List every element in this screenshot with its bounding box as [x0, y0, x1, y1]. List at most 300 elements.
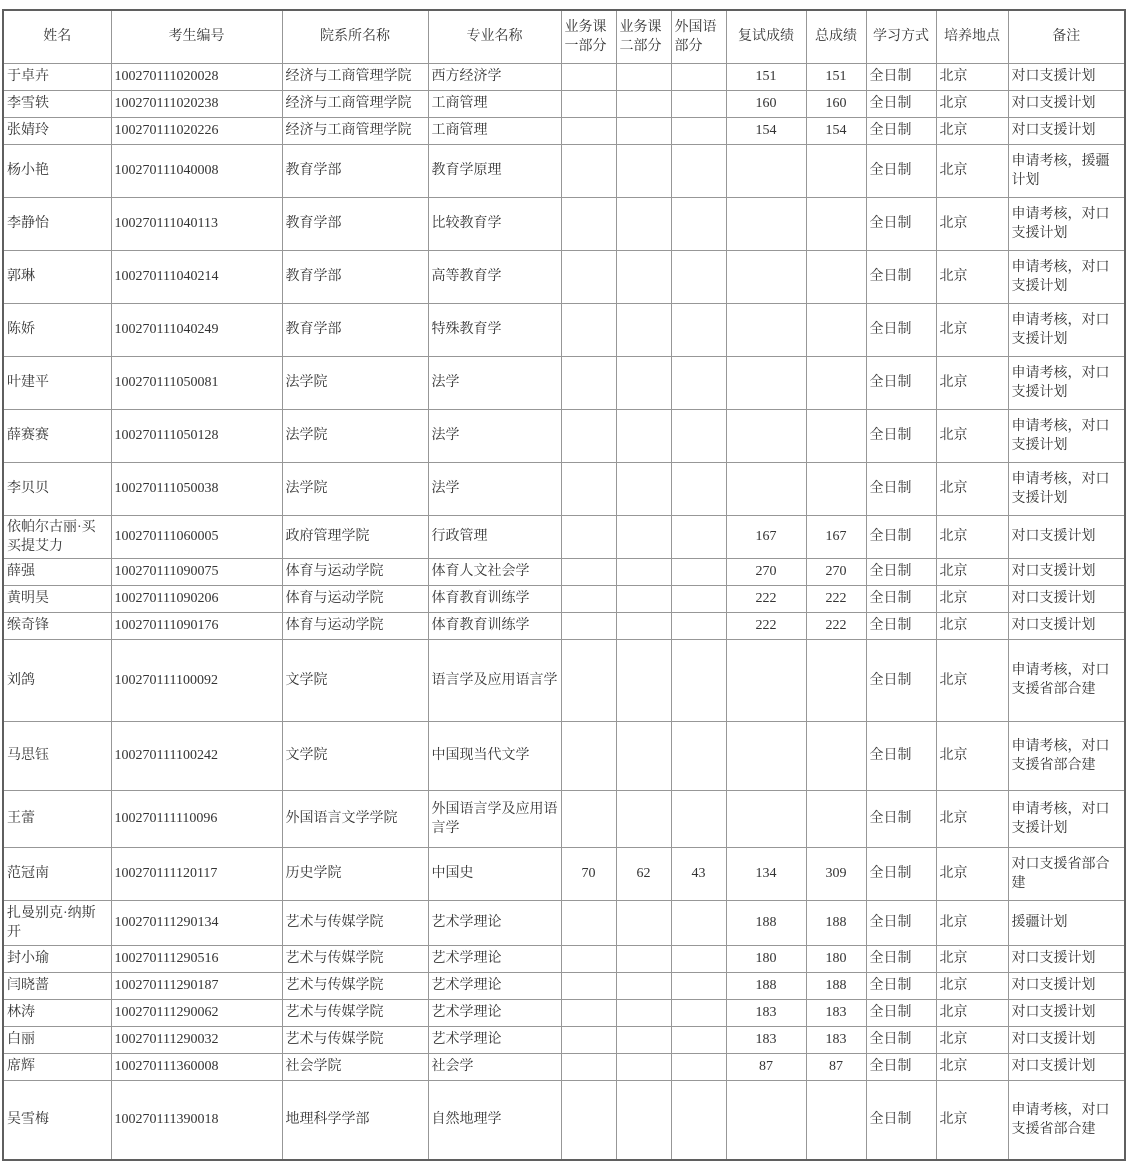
cell-candidate_no: 100270111040249 [111, 303, 282, 356]
cell-department: 社会学院 [282, 1053, 428, 1080]
cell-total_score [806, 303, 866, 356]
cell-course2_score [616, 409, 671, 462]
cell-name: 陈娇 [3, 303, 111, 356]
cell-candidate_no: 100270111020226 [111, 117, 282, 144]
cell-retest_score [726, 639, 806, 721]
cell-course1_score [561, 1026, 616, 1053]
cell-retest_score [726, 462, 806, 515]
cell-major: 教育学原理 [428, 144, 561, 197]
cell-major: 中国现当代文学 [428, 721, 561, 790]
table-row [3, 900, 1125, 945]
cell-course2_score [616, 558, 671, 585]
cell-foreign_score [671, 63, 726, 90]
cell-study_mode: 全日制 [866, 847, 936, 900]
cell-retest_score: 151 [726, 63, 806, 90]
cell-location: 北京 [936, 515, 1008, 558]
table-row [3, 356, 1125, 409]
cell-department: 经济与工商管理学院 [282, 117, 428, 144]
cell-study_mode: 全日制 [866, 999, 936, 1026]
cell-department: 文学院 [282, 721, 428, 790]
cell-foreign_score [671, 972, 726, 999]
table-header [3, 10, 1125, 63]
cell-major: 中国史 [428, 847, 561, 900]
cell-location: 北京 [936, 250, 1008, 303]
cell-course2_score [616, 972, 671, 999]
cell-department: 政府管理学院 [282, 515, 428, 558]
cell-candidate_no: 100270111290187 [111, 972, 282, 999]
column-header-major: 专业名称 [428, 10, 561, 63]
cell-course1_score: 70 [561, 847, 616, 900]
cell-major: 艺术学理论 [428, 972, 561, 999]
column-header-location: 培养地点 [936, 10, 1008, 63]
table-row [3, 847, 1125, 900]
cell-retest_score [726, 721, 806, 790]
cell-course1_score [561, 900, 616, 945]
cell-course2_score [616, 462, 671, 515]
cell-total_score [806, 144, 866, 197]
cell-major: 艺术学理论 [428, 900, 561, 945]
cell-foreign_score [671, 144, 726, 197]
cell-name: 扎曼别克·纳斯开 [3, 900, 111, 945]
cell-retest_score [726, 144, 806, 197]
cell-total_score: 160 [806, 90, 866, 117]
cell-retest_score: 180 [726, 945, 806, 972]
cell-foreign_score [671, 356, 726, 409]
cell-study_mode: 全日制 [866, 558, 936, 585]
cell-total_score: 154 [806, 117, 866, 144]
cell-remark: 申请考核，对口支援计划 [1008, 356, 1125, 409]
cell-department: 艺术与传媒学院 [282, 999, 428, 1026]
cell-total_score: 151 [806, 63, 866, 90]
cell-retest_score [726, 409, 806, 462]
cell-candidate_no: 100270111020238 [111, 90, 282, 117]
cell-total_score: 183 [806, 1026, 866, 1053]
cell-foreign_score [671, 515, 726, 558]
cell-course1_score [561, 945, 616, 972]
column-header-name: 姓名 [3, 10, 111, 63]
cell-course1_score [561, 612, 616, 639]
cell-major: 艺术学理论 [428, 945, 561, 972]
table-row [3, 972, 1125, 999]
cell-study_mode: 全日制 [866, 303, 936, 356]
cell-location: 北京 [936, 462, 1008, 515]
cell-retest_score: 222 [726, 585, 806, 612]
cell-location: 北京 [936, 144, 1008, 197]
cell-study_mode: 全日制 [866, 972, 936, 999]
cell-total_score [806, 356, 866, 409]
cell-total_score [806, 790, 866, 847]
cell-remark: 对口支援计划 [1008, 63, 1125, 90]
cell-course2_score [616, 144, 671, 197]
cell-candidate_no: 100270111050128 [111, 409, 282, 462]
cell-remark: 对口支援计划 [1008, 515, 1125, 558]
cell-foreign_score [671, 558, 726, 585]
cell-course1_score [561, 972, 616, 999]
table-row [3, 250, 1125, 303]
cell-course1_score [561, 63, 616, 90]
cell-course2_score [616, 90, 671, 117]
column-header-candidate_no: 考生编号 [111, 10, 282, 63]
cell-course2_score [616, 1053, 671, 1080]
cell-study_mode: 全日制 [866, 197, 936, 250]
column-header-department: 院系所名称 [282, 10, 428, 63]
cell-foreign_score [671, 945, 726, 972]
cell-major: 比较教育学 [428, 197, 561, 250]
cell-remark: 对口支援计划 [1008, 117, 1125, 144]
cell-department: 教育学部 [282, 144, 428, 197]
cell-retest_score [726, 250, 806, 303]
cell-name: 杨小艳 [3, 144, 111, 197]
cell-foreign_score [671, 721, 726, 790]
cell-foreign_score [671, 999, 726, 1026]
cell-department: 体育与运动学院 [282, 585, 428, 612]
cell-name: 林涛 [3, 999, 111, 1026]
cell-remark: 对口支援省部合建 [1008, 847, 1125, 900]
cell-foreign_score [671, 250, 726, 303]
cell-course2_score [616, 900, 671, 945]
cell-study_mode: 全日制 [866, 63, 936, 90]
cell-course2_score [616, 612, 671, 639]
cell-major: 工商管理 [428, 117, 561, 144]
cell-candidate_no: 100270111290032 [111, 1026, 282, 1053]
cell-course1_score [561, 462, 616, 515]
cell-remark: 对口支援计划 [1008, 558, 1125, 585]
cell-course1_score [561, 558, 616, 585]
cell-course1_score [561, 999, 616, 1026]
cell-total_score [806, 639, 866, 721]
cell-major: 语言学及应用语言学 [428, 639, 561, 721]
cell-course1_score [561, 721, 616, 790]
cell-major: 西方经济学 [428, 63, 561, 90]
cell-total_score: 188 [806, 900, 866, 945]
column-header-retest_score: 复试成绩 [726, 10, 806, 63]
cell-candidate_no: 100270111390018 [111, 1080, 282, 1160]
cell-course2_score [616, 250, 671, 303]
cell-department: 艺术与传媒学院 [282, 972, 428, 999]
cell-location: 北京 [936, 585, 1008, 612]
cell-location: 北京 [936, 63, 1008, 90]
cell-candidate_no: 100270111090176 [111, 612, 282, 639]
cell-candidate_no: 100270111290134 [111, 900, 282, 945]
cell-department: 艺术与传媒学院 [282, 945, 428, 972]
cell-remark: 申请考核，对口支援计划 [1008, 250, 1125, 303]
cell-major: 自然地理学 [428, 1080, 561, 1160]
cell-department: 地理科学学部 [282, 1080, 428, 1160]
cell-name: 黄明昊 [3, 585, 111, 612]
cell-remark: 申请考核，对口支援计划 [1008, 409, 1125, 462]
cell-location: 北京 [936, 303, 1008, 356]
cell-name: 白丽 [3, 1026, 111, 1053]
cell-location: 北京 [936, 356, 1008, 409]
cell-course1_score [561, 1080, 616, 1160]
cell-name: 于卓卉 [3, 63, 111, 90]
cell-location: 北京 [936, 558, 1008, 585]
cell-study_mode: 全日制 [866, 462, 936, 515]
cell-total_score [806, 409, 866, 462]
table-row [3, 585, 1125, 612]
column-header-study_mode: 学习方式 [866, 10, 936, 63]
cell-course2_score [616, 117, 671, 144]
cell-foreign_score [671, 1080, 726, 1160]
cell-name: 薛强 [3, 558, 111, 585]
cell-location: 北京 [936, 790, 1008, 847]
cell-candidate_no: 100270111290516 [111, 945, 282, 972]
table-row [3, 409, 1125, 462]
cell-study_mode: 全日制 [866, 250, 936, 303]
cell-candidate_no: 100270111090075 [111, 558, 282, 585]
cell-location: 北京 [936, 1053, 1008, 1080]
table-row [3, 558, 1125, 585]
cell-location: 北京 [936, 721, 1008, 790]
cell-total_score [806, 721, 866, 790]
cell-name: 李贝贝 [3, 462, 111, 515]
cell-remark: 申请考核，对口支援计划 [1008, 790, 1125, 847]
cell-course2_score: 62 [616, 847, 671, 900]
cell-location: 北京 [936, 197, 1008, 250]
cell-major: 行政管理 [428, 515, 561, 558]
cell-total_score [806, 1080, 866, 1160]
cell-foreign_score [671, 462, 726, 515]
cell-remark: 对口支援计划 [1008, 90, 1125, 117]
cell-study_mode: 全日制 [866, 1026, 936, 1053]
cell-name: 马思钰 [3, 721, 111, 790]
cell-retest_score: 222 [726, 612, 806, 639]
cell-study_mode: 全日制 [866, 945, 936, 972]
cell-course1_score [561, 303, 616, 356]
cell-major: 工商管理 [428, 90, 561, 117]
cell-course2_score [616, 1080, 671, 1160]
table-row [3, 790, 1125, 847]
cell-course2_score [616, 945, 671, 972]
cell-department: 艺术与传媒学院 [282, 1026, 428, 1053]
cell-candidate_no: 100270111020028 [111, 63, 282, 90]
cell-location: 北京 [936, 945, 1008, 972]
cell-location: 北京 [936, 900, 1008, 945]
table-row [3, 515, 1125, 558]
cell-retest_score: 134 [726, 847, 806, 900]
cell-major: 特殊教育学 [428, 303, 561, 356]
cell-department: 经济与工商管理学院 [282, 63, 428, 90]
cell-course1_score [561, 90, 616, 117]
cell-study_mode: 全日制 [866, 515, 936, 558]
cell-location: 北京 [936, 1080, 1008, 1160]
cell-study_mode: 全日制 [866, 144, 936, 197]
cell-study_mode: 全日制 [866, 117, 936, 144]
cell-retest_score: 183 [726, 1026, 806, 1053]
cell-study_mode: 全日制 [866, 90, 936, 117]
cell-remark: 申请考核，对口支援计划 [1008, 303, 1125, 356]
cell-name: 封小瑜 [3, 945, 111, 972]
cell-candidate_no: 100270111040008 [111, 144, 282, 197]
column-header-course1_score: 业务课一部分 [561, 10, 616, 63]
cell-name: 依帕尔古丽·买买提艾力 [3, 515, 111, 558]
cell-name: 刘鸽 [3, 639, 111, 721]
cell-retest_score: 167 [726, 515, 806, 558]
cell-department: 法学院 [282, 409, 428, 462]
cell-candidate_no: 100270111060005 [111, 515, 282, 558]
cell-location: 北京 [936, 90, 1008, 117]
cell-candidate_no: 100270111050081 [111, 356, 282, 409]
table-row [3, 639, 1125, 721]
cell-location: 北京 [936, 972, 1008, 999]
table-row [3, 63, 1125, 90]
cell-course2_score [616, 721, 671, 790]
cell-course1_score [561, 144, 616, 197]
cell-remark: 申请考核，对口支援省部合建 [1008, 639, 1125, 721]
cell-name: 张婧玲 [3, 117, 111, 144]
cell-retest_score: 188 [726, 900, 806, 945]
cell-foreign_score [671, 117, 726, 144]
cell-study_mode: 全日制 [866, 900, 936, 945]
cell-department: 教育学部 [282, 303, 428, 356]
cell-location: 北京 [936, 847, 1008, 900]
cell-major: 外国语言学及应用语言学 [428, 790, 561, 847]
cell-total_score [806, 462, 866, 515]
cell-foreign_score [671, 900, 726, 945]
cell-retest_score [726, 303, 806, 356]
cell-remark: 申请考核，援疆计划 [1008, 144, 1125, 197]
cell-total_score: 180 [806, 945, 866, 972]
cell-course2_score [616, 639, 671, 721]
cell-study_mode: 全日制 [866, 612, 936, 639]
cell-course1_score [561, 117, 616, 144]
cell-major: 社会学 [428, 1053, 561, 1080]
cell-candidate_no: 100270111110096 [111, 790, 282, 847]
cell-location: 北京 [936, 999, 1008, 1026]
cell-name: 李静怡 [3, 197, 111, 250]
cell-remark: 对口支援计划 [1008, 999, 1125, 1026]
cell-name: 吴雪梅 [3, 1080, 111, 1160]
table-row [3, 197, 1125, 250]
cell-retest_score [726, 1080, 806, 1160]
cell-foreign_score [671, 303, 726, 356]
cell-retest_score [726, 197, 806, 250]
cell-course2_score [616, 197, 671, 250]
cell-course1_score [561, 639, 616, 721]
table-body [3, 63, 1125, 1160]
cell-remark: 对口支援计划 [1008, 945, 1125, 972]
cell-name: 闫晓蔷 [3, 972, 111, 999]
cell-location: 北京 [936, 1026, 1008, 1053]
cell-remark: 对口支援计划 [1008, 612, 1125, 639]
cell-retest_score: 87 [726, 1053, 806, 1080]
cell-name: 李雪轶 [3, 90, 111, 117]
cell-major: 法学 [428, 409, 561, 462]
cell-foreign_score [671, 585, 726, 612]
cell-foreign_score [671, 409, 726, 462]
cell-name: 郭琳 [3, 250, 111, 303]
cell-remark: 对口支援计划 [1008, 972, 1125, 999]
cell-name: 缑奇锋 [3, 612, 111, 639]
cell-department: 教育学部 [282, 197, 428, 250]
table-row [3, 999, 1125, 1026]
cell-candidate_no: 100270111090206 [111, 585, 282, 612]
table-row [3, 303, 1125, 356]
cell-major: 体育教育训练学 [428, 612, 561, 639]
cell-remark: 对口支援计划 [1008, 1026, 1125, 1053]
cell-total_score: 222 [806, 612, 866, 639]
cell-department: 法学院 [282, 462, 428, 515]
cell-department: 艺术与传媒学院 [282, 900, 428, 945]
cell-candidate_no: 100270111040214 [111, 250, 282, 303]
cell-major: 法学 [428, 356, 561, 409]
cell-department: 体育与运动学院 [282, 558, 428, 585]
cell-department: 历史学院 [282, 847, 428, 900]
table-row [3, 90, 1125, 117]
cell-course2_score [616, 585, 671, 612]
cell-location: 北京 [936, 409, 1008, 462]
cell-total_score: 222 [806, 585, 866, 612]
cell-candidate_no: 100270111100092 [111, 639, 282, 721]
cell-foreign_score [671, 612, 726, 639]
cell-foreign_score [671, 90, 726, 117]
table-row [3, 1080, 1125, 1160]
cell-remark: 对口支援计划 [1008, 1053, 1125, 1080]
cell-total_score: 270 [806, 558, 866, 585]
cell-total_score: 188 [806, 972, 866, 999]
cell-candidate_no: 100270111360008 [111, 1053, 282, 1080]
cell-study_mode: 全日制 [866, 356, 936, 409]
cell-major: 体育人文社会学 [428, 558, 561, 585]
cell-course1_score [561, 409, 616, 462]
cell-retest_score: 270 [726, 558, 806, 585]
cell-major: 艺术学理论 [428, 1026, 561, 1053]
cell-department: 法学院 [282, 356, 428, 409]
cell-location: 北京 [936, 117, 1008, 144]
header-row [3, 10, 1125, 63]
cell-location: 北京 [936, 612, 1008, 639]
column-header-total_score: 总成绩 [806, 10, 866, 63]
cell-major: 法学 [428, 462, 561, 515]
cell-course2_score [616, 515, 671, 558]
table-row [3, 1053, 1125, 1080]
cell-candidate_no: 100270111040113 [111, 197, 282, 250]
cell-course2_score [616, 999, 671, 1026]
cell-retest_score [726, 356, 806, 409]
cell-total_score: 309 [806, 847, 866, 900]
cell-course1_score [561, 197, 616, 250]
cell-course1_score [561, 790, 616, 847]
cell-candidate_no: 100270111100242 [111, 721, 282, 790]
cell-name: 王蕾 [3, 790, 111, 847]
cell-retest_score: 188 [726, 972, 806, 999]
cell-course2_score [616, 790, 671, 847]
cell-study_mode: 全日制 [866, 790, 936, 847]
cell-remark: 申请考核，对口支援计划 [1008, 462, 1125, 515]
cell-name: 范冠南 [3, 847, 111, 900]
cell-study_mode: 全日制 [866, 639, 936, 721]
cell-major: 艺术学理论 [428, 999, 561, 1026]
cell-name: 薛赛赛 [3, 409, 111, 462]
cell-retest_score: 154 [726, 117, 806, 144]
table-row [3, 1026, 1125, 1053]
cell-course1_score [561, 356, 616, 409]
cell-retest_score: 183 [726, 999, 806, 1026]
cell-department: 经济与工商管理学院 [282, 90, 428, 117]
cell-course2_score [616, 1026, 671, 1053]
cell-foreign_score [671, 1026, 726, 1053]
cell-foreign_score [671, 790, 726, 847]
cell-foreign_score [671, 1053, 726, 1080]
cell-course1_score [561, 515, 616, 558]
cell-remark: 申请考核，对口支援省部合建 [1008, 1080, 1125, 1160]
cell-course2_score [616, 356, 671, 409]
cell-course1_score [561, 1053, 616, 1080]
table-row [3, 721, 1125, 790]
cell-foreign_score [671, 197, 726, 250]
cell-retest_score [726, 790, 806, 847]
cell-department: 教育学部 [282, 250, 428, 303]
